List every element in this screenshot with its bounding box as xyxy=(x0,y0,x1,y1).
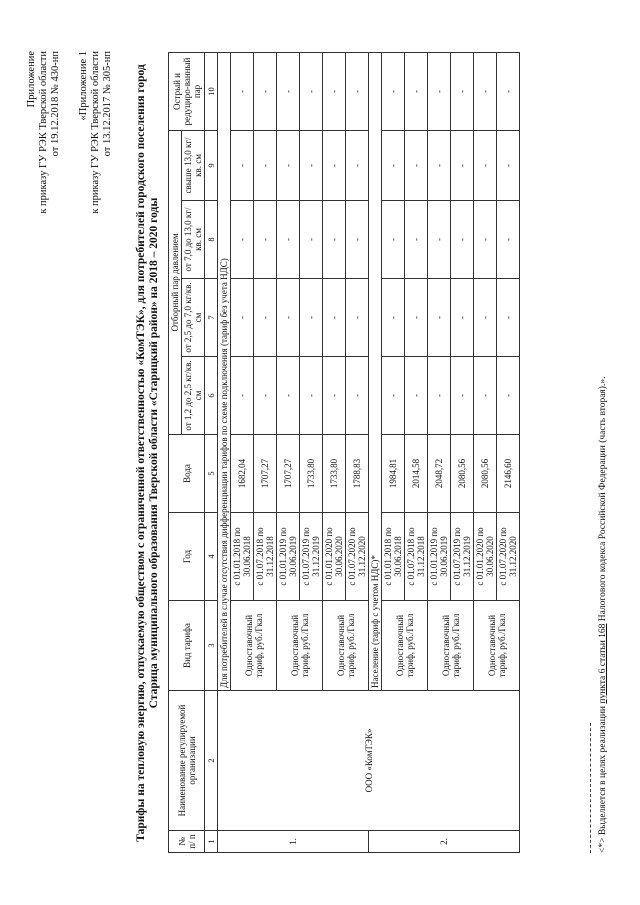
dash-cell: - xyxy=(254,52,277,130)
dash-cell: - xyxy=(497,130,520,200)
dash-cell: - xyxy=(428,130,451,200)
appendix-header xyxy=(26,51,62,214)
water-value: 2146,60 xyxy=(497,434,520,512)
dash-cell: - xyxy=(346,356,369,434)
dash-cell: - xyxy=(346,130,369,200)
period: с 01.07.2018 по 31.12.2018 xyxy=(254,512,277,600)
dash-cell: - xyxy=(323,278,346,356)
dash-cell: - xyxy=(405,130,428,200)
footnote-separator xyxy=(590,723,591,853)
dash-cell: - xyxy=(300,278,323,356)
dash-cell: - xyxy=(323,200,346,278)
dash-cell: - xyxy=(474,52,497,130)
title-line: Тарифы на тепловую энергию, отпускаемую обществом с ограниченной ответственностью «КомТЭК», для потребителей городского поселения город xyxy=(135,63,147,842)
rotated-landscape-sheet xyxy=(20,23,620,883)
section-label: Население (тариф с учетом НДС)* xyxy=(369,52,382,690)
appendix-line: Приложение xyxy=(26,50,37,107)
dash-cell: - xyxy=(300,356,323,434)
dash-cell: - xyxy=(497,52,520,130)
appendix-line: от 13.12.2017 № 305-нп xyxy=(102,50,113,156)
water-value: 1733,80 xyxy=(323,434,346,512)
header-water: Вода xyxy=(169,434,205,512)
dash-cell: - xyxy=(323,130,346,200)
original-appendix-header xyxy=(78,51,114,214)
period: с 01.07.2019 по 31.12.2019 xyxy=(300,512,323,600)
period: с 01.07.2018 по 31.12.2018 xyxy=(405,512,428,600)
header-p4: свыше 13,0 кг/кв. см xyxy=(182,130,205,200)
dash-cell: - xyxy=(428,200,451,278)
dash-cell: - xyxy=(474,200,497,278)
dash-cell: - xyxy=(346,278,369,356)
water-value: 1682,04 xyxy=(231,434,254,512)
water-value: 2014,58 xyxy=(405,434,428,512)
table-body xyxy=(218,52,520,852)
dash-cell: - xyxy=(277,278,300,356)
colnum: 5 xyxy=(205,434,218,512)
tariff-kind: Одноставочный тариф, руб./Гкал xyxy=(428,600,474,690)
water-value: 1707,27 xyxy=(254,434,277,512)
column-number-row xyxy=(205,52,218,852)
appendix-line: от 19.12.2018 № 430-нп xyxy=(50,50,61,156)
period: с 01.07.2019 по 31.12.2019 xyxy=(451,512,474,600)
header-p1: от 1,2 до 2,5 кг/кв. см xyxy=(182,356,205,434)
section-label: Для потребителей в случае отсутствия дифференциации тарифов по схеме подключения (тариф без учета НДС) xyxy=(218,52,231,690)
dash-cell: - xyxy=(231,200,254,278)
dash-cell: - xyxy=(382,200,405,278)
dash-cell: - xyxy=(300,200,323,278)
tariff-kind: Одноставочный тариф, руб./Гкал xyxy=(323,600,369,690)
water-value: 1984,81 xyxy=(382,434,405,512)
dash-cell: - xyxy=(428,356,451,434)
header-num: № п/ п xyxy=(169,830,205,852)
dash-cell: - xyxy=(497,356,520,434)
header-kind: Вид тарифа xyxy=(169,600,205,690)
tariff-kind: Одноставочный тариф, руб./Гкал xyxy=(277,600,323,690)
dash-cell: - xyxy=(277,200,300,278)
tariff-table xyxy=(168,51,520,852)
dash-cell: - xyxy=(451,356,474,434)
dash-cell: - xyxy=(346,52,369,130)
dash-cell: - xyxy=(277,356,300,434)
period: с 01.01.2018 по 30.06.2018 xyxy=(382,512,405,600)
dash-cell: - xyxy=(474,278,497,356)
period: с 01.01.2019 по 30.06.2019 xyxy=(277,512,300,600)
dash-cell: - xyxy=(451,278,474,356)
dash-cell: - xyxy=(277,130,300,200)
dash-cell: - xyxy=(300,52,323,130)
period: с 01.01.2019 по 30.06.2019 xyxy=(428,512,451,600)
colnum: 1 xyxy=(205,830,218,852)
period: с 01.07.2020 по 31.12.2020 xyxy=(497,512,520,600)
colnum: 6 xyxy=(205,356,218,434)
header-sharp: Острый и редуциро-ванный пар xyxy=(169,52,205,130)
dash-cell: - xyxy=(300,130,323,200)
appendix-line: «Приложение 1 xyxy=(78,50,89,120)
tariff-kind: Одноставочный тариф, руб./Гкал xyxy=(474,600,520,690)
section-number: 1. xyxy=(218,830,369,852)
document-title xyxy=(135,53,161,853)
header-org: Наименование регулируемой организации xyxy=(169,690,205,830)
dash-cell: - xyxy=(405,52,428,130)
header-p3: от 7,0 до 13,0 кг/кв. см xyxy=(182,200,205,278)
water-value: 1707,27 xyxy=(277,434,300,512)
water-value: 1733,80 xyxy=(300,434,323,512)
dash-cell: - xyxy=(405,200,428,278)
colnum: 9 xyxy=(205,130,218,200)
header-year: Год xyxy=(169,512,205,600)
tariff-kind: Одноставочный тариф, руб./Гкал xyxy=(231,600,277,690)
period: с 01.01.2020 по 30.06.2020 xyxy=(474,512,497,600)
header-row xyxy=(169,52,182,852)
water-value: 2080,56 xyxy=(451,434,474,512)
water-value: 1788,83 xyxy=(346,434,369,512)
dash-cell: - xyxy=(428,278,451,356)
dash-cell: - xyxy=(231,356,254,434)
dash-cell: - xyxy=(451,200,474,278)
colnum: 8 xyxy=(205,200,218,278)
footnote xyxy=(598,376,608,852)
appendix-line: к приказу ГУ РЭК Тверской области xyxy=(38,50,49,214)
dash-cell: - xyxy=(382,278,405,356)
dash-cell: - xyxy=(254,356,277,434)
footnote-link[interactable]: пункта 6 статьи 168 xyxy=(598,623,608,704)
section-number: 2. xyxy=(369,830,520,852)
dash-cell: - xyxy=(277,52,300,130)
period: с 01.01.2018 по 30.06.2018 xyxy=(231,512,254,600)
dash-cell: - xyxy=(382,130,405,200)
dash-cell: - xyxy=(323,52,346,130)
dash-cell: - xyxy=(474,356,497,434)
dash-cell: - xyxy=(474,130,497,200)
colnum: 4 xyxy=(205,512,218,600)
colnum: 10 xyxy=(205,52,218,130)
dash-cell: - xyxy=(231,278,254,356)
dash-cell: - xyxy=(231,52,254,130)
dash-cell: - xyxy=(405,278,428,356)
colnum: 3 xyxy=(205,600,218,690)
dash-cell: - xyxy=(346,200,369,278)
period: с 01.01.2020 по 30.06.2020 xyxy=(323,512,346,600)
colnum: 7 xyxy=(205,278,218,356)
footnote-text: <*> Выделяется в целях реализации xyxy=(598,703,608,853)
colnum: 2 xyxy=(205,690,218,830)
dash-cell: - xyxy=(497,200,520,278)
header-p2: от 2,5 до 7,0 кг/кв. см xyxy=(182,278,205,356)
dash-cell: - xyxy=(382,356,405,434)
organization-name: ООО «КомТЭК» xyxy=(218,690,520,830)
dash-cell: - xyxy=(231,130,254,200)
dash-cell: - xyxy=(254,130,277,200)
dash-cell: - xyxy=(323,356,346,434)
water-value: 2048,72 xyxy=(428,434,451,512)
section-row xyxy=(218,52,231,852)
dash-cell: - xyxy=(254,278,277,356)
dash-cell: - xyxy=(254,200,277,278)
dash-cell: - xyxy=(382,52,405,130)
appendix-line: к приказу ГУ РЭК Тверской области xyxy=(90,50,101,214)
title-line: Старица муниципального образования Тверской области «Старицкий район» на 2018 – 2020 годы xyxy=(148,197,160,708)
period: с 01.07.2020 по 31.12.2020 xyxy=(346,512,369,600)
dash-cell: - xyxy=(451,52,474,130)
dash-cell: - xyxy=(497,278,520,356)
footnote-text: Налогового кодекса Российской Федерации (часть вторая).». xyxy=(598,376,608,624)
water-value: 2080,56 xyxy=(474,434,497,512)
dash-cell: - xyxy=(405,356,428,434)
header-steam: Отборный пар давлением xyxy=(169,130,182,434)
dash-cell: - xyxy=(451,130,474,200)
dash-cell: - xyxy=(428,52,451,130)
tariff-kind: Одноставочный тариф, руб./Гкал xyxy=(382,600,428,690)
